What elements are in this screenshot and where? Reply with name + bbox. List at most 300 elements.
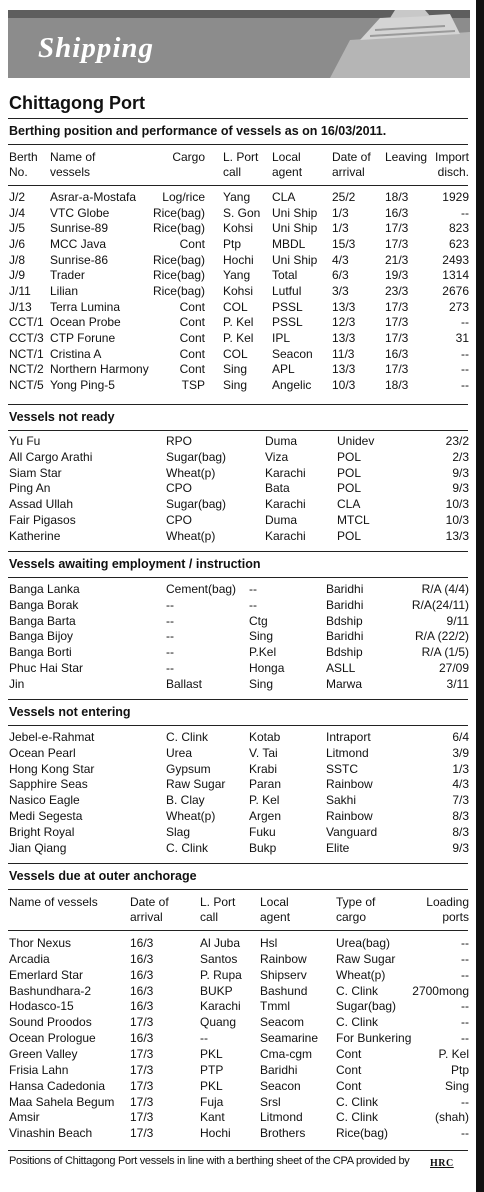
table-cell: COL xyxy=(223,299,248,314)
table-cell: Vanguard xyxy=(326,824,378,839)
table-cell: Brothers xyxy=(260,1126,306,1141)
table-cell: Yong Ping-5 xyxy=(50,377,115,392)
table-cell: -- xyxy=(166,629,174,644)
column-header: Leaving xyxy=(385,150,428,164)
table-cell: 16/3 xyxy=(130,936,154,950)
table-cell: 9/3 xyxy=(452,465,469,480)
column-header: ports xyxy=(442,910,469,924)
table-cell: Wheat(p) xyxy=(336,967,386,982)
table-cell: Terra Lumina xyxy=(50,299,121,314)
table-cell: Siam Star xyxy=(9,465,62,480)
table-cell: Banga Bijoy xyxy=(9,629,74,644)
table-cell: Cont xyxy=(179,330,205,345)
table-cell: Rainbow xyxy=(326,777,373,792)
table-cell: Sugar(bag) xyxy=(166,497,227,512)
column-header: call xyxy=(223,165,242,179)
table-cell: Wheat(p) xyxy=(166,528,216,543)
rule xyxy=(8,699,468,700)
table-cell: Bdship xyxy=(326,613,363,628)
table-cell: Al Juba xyxy=(200,936,241,950)
table-cell: B. Clay xyxy=(166,793,205,808)
table-cell: Baridhi xyxy=(326,629,364,644)
table-cell: 4/3 xyxy=(332,252,349,267)
table-cell: All Cargo Arathi xyxy=(9,449,93,464)
table-cell: Ptp xyxy=(223,236,242,251)
table-cell: Ctg xyxy=(249,613,268,628)
table-cell: -- xyxy=(461,951,469,966)
table-cell: Santos xyxy=(200,951,238,966)
column-header: Berth xyxy=(9,150,38,164)
table-cell: Rice(bag) xyxy=(152,221,205,236)
table-cell: MBDL xyxy=(272,236,306,251)
table-cell: NCT/2 xyxy=(9,362,44,377)
table-cell: 27/09 xyxy=(438,661,469,675)
table-cell: IPL xyxy=(272,330,291,345)
table-cell: Karachi xyxy=(265,497,306,512)
table-cell: Banga Borak xyxy=(9,597,79,612)
table-cell: Yu Fu xyxy=(9,434,41,448)
table-cell: J/8 xyxy=(9,252,26,267)
column-header: agent xyxy=(272,165,303,179)
table-cell: -- xyxy=(166,661,174,675)
table-cell: CLA xyxy=(337,497,361,512)
table-cell: Hochi xyxy=(223,252,254,267)
table-cell: 23/3 xyxy=(385,283,409,298)
table-cell: POL xyxy=(337,449,362,464)
column-header: vessels xyxy=(50,165,91,179)
footer-note: Positions of Chittagong Port vessels in line with a berthing sheet of the CPA provided by xyxy=(9,1155,410,1167)
table-cell: 17/3 xyxy=(385,330,409,345)
table-cell: 3/11 xyxy=(446,676,469,691)
table-cell: R/A (4/4) xyxy=(421,582,469,596)
table-cell: C. Clink xyxy=(336,1110,379,1125)
table-cell: S. Gon xyxy=(223,205,261,220)
table-cell: Karachi xyxy=(200,999,241,1014)
table-cell: 17/3 xyxy=(385,236,409,251)
table-cell: NCT/1 xyxy=(9,346,44,361)
table-cell: Uni Ship xyxy=(272,205,318,220)
column-header: arrival xyxy=(332,165,365,179)
table-cell: Cont xyxy=(179,299,205,314)
table-cell: 17/3 xyxy=(385,315,409,330)
table-cell: Quang xyxy=(200,1015,237,1030)
column-header: Name of xyxy=(50,150,96,164)
table-cell: Cma-cgm xyxy=(260,1046,313,1061)
table-cell: CPO xyxy=(166,513,193,527)
table-cell: Cont xyxy=(179,315,205,330)
table-cell: -- xyxy=(166,645,174,660)
table-cell: -- xyxy=(461,1031,469,1046)
table-cell: Amsir xyxy=(9,1110,40,1125)
table-cell: Gypsum xyxy=(166,761,211,776)
table-cell: POL xyxy=(337,465,362,480)
table-cell: MCC Java xyxy=(50,236,107,251)
table-cell: Kohsi xyxy=(223,221,254,236)
table-cell: Fair Pigasos xyxy=(9,513,76,527)
column-header: No. xyxy=(9,165,28,179)
table-cell: C. Clink xyxy=(166,840,209,855)
table-cell: SSTC xyxy=(326,761,359,776)
table-cell: Ocean Prologue xyxy=(9,1031,96,1046)
table-cell: Litmond xyxy=(326,745,369,760)
rule xyxy=(8,863,468,864)
table-cell: Fuku xyxy=(249,824,276,839)
table-cell: 13/3 xyxy=(332,330,356,345)
table-cell: P. Rupa xyxy=(200,967,242,982)
table-cell: Trader xyxy=(50,268,85,283)
table-cell: Rice(bag) xyxy=(152,252,205,267)
table-cell: 1929 xyxy=(442,190,469,204)
table-cell: -- xyxy=(166,613,174,628)
table-cell: -- xyxy=(461,967,469,982)
table-cell: 2700mong xyxy=(412,983,469,998)
berthing-title: Berthing position and performance of vessels as on 16/03/2011. xyxy=(9,124,387,138)
table-cell: Shipserv xyxy=(260,967,307,982)
table-cell: 3/9 xyxy=(452,745,469,760)
column-header: agent xyxy=(260,910,291,924)
table-cell: Frisia Lahn xyxy=(9,1062,69,1077)
table-cell: Total xyxy=(272,268,298,283)
table-cell: 10/3 xyxy=(332,377,356,392)
table-cell: ASLL xyxy=(326,661,356,675)
table-cell: Intraport xyxy=(326,730,371,744)
table-cell: COL xyxy=(223,346,248,361)
table-cell: Lutful xyxy=(272,283,302,298)
table-cell: Emerlard Star xyxy=(9,967,84,982)
table-cell: Seacon xyxy=(260,1078,301,1093)
table-cell: CLA xyxy=(272,190,296,204)
table-cell: APL xyxy=(272,362,295,377)
table-cell: Karachi xyxy=(265,528,306,543)
table-cell: Kant xyxy=(200,1110,225,1125)
table-cell: Vinashin Beach xyxy=(9,1126,93,1141)
column-header: L. Port xyxy=(200,895,236,909)
column-header: L. Port xyxy=(223,150,259,164)
table-cell: 2493 xyxy=(442,252,469,267)
table-cell: TSP xyxy=(181,377,205,392)
table-cell: 16/3 xyxy=(385,346,409,361)
table-cell: Ping An xyxy=(9,481,51,496)
table-cell: Duma xyxy=(265,513,298,527)
table-cell: Sunrise-89 xyxy=(50,221,109,236)
table-cell: 23/2 xyxy=(445,434,469,448)
table-cell: Cont xyxy=(179,346,205,361)
not_entering-title: Vessels not entering xyxy=(9,705,131,719)
table-cell: Sound Proodos xyxy=(9,1015,92,1030)
table-cell: Slag xyxy=(166,824,191,839)
table-cell: Bukp xyxy=(249,840,277,855)
table-cell: Paran xyxy=(249,777,282,792)
table-cell: Seamarine xyxy=(260,1031,319,1046)
column-header: Type of xyxy=(336,895,376,909)
table-cell: Hong Kong Star xyxy=(9,761,95,776)
column-header: call xyxy=(200,910,219,924)
table-cell: Baridhi xyxy=(260,1062,298,1077)
table-cell: 1/3 xyxy=(332,221,349,236)
table-cell: 19/3 xyxy=(385,268,409,283)
table-cell: 16/3 xyxy=(130,951,154,966)
table-cell: -- xyxy=(200,1031,208,1046)
table-cell: Bata xyxy=(265,481,290,496)
table-cell: CCT/1 xyxy=(9,315,44,330)
table-cell: J/6 xyxy=(9,236,26,251)
table-cell: 9/3 xyxy=(452,840,469,855)
column-header: cargo xyxy=(336,910,367,924)
table-cell: Jian Qiang xyxy=(9,840,67,855)
table-cell: Uni Ship xyxy=(272,221,318,236)
table-cell: Raw Sugar xyxy=(166,777,226,792)
table-cell: J/11 xyxy=(9,283,31,298)
table-cell: -- xyxy=(461,377,469,392)
table-cell: R/A (1/5) xyxy=(421,645,469,660)
table-cell: Cont xyxy=(179,236,205,251)
table-cell: Arcadia xyxy=(9,951,50,966)
table-cell: 4/3 xyxy=(452,777,469,792)
table-cell: Banga Borti xyxy=(9,645,72,660)
table-cell: Banga Lanka xyxy=(9,582,80,596)
table-cell: Sapphire Seas xyxy=(9,777,88,792)
table-cell: -- xyxy=(249,597,257,612)
table-cell: J/13 xyxy=(9,299,32,314)
column-header: disch. xyxy=(437,165,469,179)
table-cell: 8/3 xyxy=(452,809,469,823)
table-cell: For Bunkering xyxy=(336,1031,412,1046)
table-cell: POL xyxy=(337,528,362,543)
table-cell: Thor Nexus xyxy=(9,936,72,950)
table-cell: Jin xyxy=(9,676,25,691)
table-cell: BUKP xyxy=(200,983,233,998)
table-cell: 16/3 xyxy=(130,983,154,998)
table-cell: Banga Barta xyxy=(9,613,76,628)
table-cell: Yang xyxy=(223,190,251,204)
table-cell: 16/3 xyxy=(385,205,409,220)
table-cell: Rice(bag) xyxy=(152,205,205,220)
table-cell: 12/3 xyxy=(332,315,356,330)
table-cell: 6/3 xyxy=(332,268,349,283)
rule xyxy=(8,577,468,578)
table-cell: Kohsi xyxy=(223,283,254,298)
table-cell: Tmml xyxy=(260,999,290,1014)
table-cell: Seacon xyxy=(272,346,313,361)
table-cell: 25/2 xyxy=(332,190,356,204)
table-cell: Raw Sugar xyxy=(336,951,396,966)
column-header: Loading xyxy=(426,895,469,909)
table-cell: CCT/3 xyxy=(9,330,44,345)
section-title: Shipping xyxy=(38,32,154,64)
table-cell: 17/3 xyxy=(385,362,409,377)
table-cell: Baridhi xyxy=(326,597,364,612)
table-cell: J/9 xyxy=(9,268,26,283)
table-cell: 2676 xyxy=(442,283,469,298)
table-cell: P.Kel xyxy=(249,645,277,660)
table-cell: Wheat(p) xyxy=(166,809,216,823)
table-cell: 823 xyxy=(448,221,469,236)
table-cell: 17/3 xyxy=(130,1046,154,1061)
table-cell: Maa Sahela Begum xyxy=(9,1094,115,1109)
table-cell: Cont xyxy=(336,1062,362,1077)
table-cell: -- xyxy=(461,936,469,950)
table-cell: Sing xyxy=(249,629,274,644)
rule xyxy=(8,889,468,890)
outer-title: Vessels due at outer anchorage xyxy=(9,869,197,883)
table-cell: 623 xyxy=(448,236,469,251)
table-cell: 9/11 xyxy=(446,613,469,628)
table-cell: -- xyxy=(461,1094,469,1109)
table-cell: Srsl xyxy=(260,1094,281,1109)
port-title: Chittagong Port xyxy=(9,93,145,113)
table-cell: Marwa xyxy=(326,676,363,691)
table-cell: Fuja xyxy=(200,1094,224,1109)
table-cell: Hsl xyxy=(260,936,278,950)
table-cell: (shah) xyxy=(434,1110,469,1125)
table-cell: C. Clink xyxy=(166,730,209,744)
table-cell: CTP Forune xyxy=(50,330,116,345)
table-cell: Rice(bag) xyxy=(336,1126,389,1141)
table-cell: Rainbow xyxy=(326,809,373,823)
table-cell: Kotab xyxy=(249,730,281,744)
table-cell: Rice(bag) xyxy=(152,268,205,283)
table-cell: -- xyxy=(461,346,469,361)
table-cell: Honga xyxy=(249,661,285,675)
column-header: Date of xyxy=(332,150,371,164)
column-header: Local xyxy=(260,895,289,909)
table-cell: 18/3 xyxy=(385,190,409,204)
table-cell: Viza xyxy=(265,449,289,464)
table-cell: PKL xyxy=(200,1046,223,1061)
table-cell: Uni Ship xyxy=(272,252,318,267)
table-cell: Asrar-a-Mostafa xyxy=(50,190,137,204)
table-cell: Unidev xyxy=(337,434,375,448)
table-cell: Lilian xyxy=(50,283,79,298)
table-cell: Seacom xyxy=(260,1015,305,1030)
table-cell: 13/3 xyxy=(332,299,356,314)
table-cell: J/2 xyxy=(9,190,26,204)
table-cell: 16/3 xyxy=(130,1031,154,1046)
table-cell: Jebel-e-Rahmat xyxy=(9,730,95,744)
table-cell: Ballast xyxy=(166,676,203,691)
column-header: arrival xyxy=(130,910,163,924)
column-header: Import xyxy=(434,150,469,164)
column-header: Name of vessels xyxy=(9,895,98,909)
table-cell: Cristina A xyxy=(50,346,102,361)
table-cell: Hochi xyxy=(200,1126,231,1141)
table-cell: -- xyxy=(461,362,469,377)
table-cell: Bdship xyxy=(326,645,363,660)
table-cell: Cement(bag) xyxy=(166,582,237,596)
table-cell: Litmond xyxy=(260,1110,303,1125)
column-header: Local xyxy=(272,150,301,164)
table-cell: 6/4 xyxy=(452,730,469,744)
table-cell: Cont xyxy=(179,362,205,377)
awaiting-title: Vessels awaiting employment / instruction xyxy=(9,557,261,571)
table-cell: Cont xyxy=(336,1078,362,1093)
table-cell: Argen xyxy=(249,809,282,823)
table-cell: 17/3 xyxy=(130,1078,154,1093)
table-cell: Sakhi xyxy=(326,793,357,808)
table-cell: V. Tai xyxy=(249,745,278,760)
table-cell: 16/3 xyxy=(130,999,154,1014)
table-cell: Log/rice xyxy=(162,190,205,204)
table-cell: 16/3 xyxy=(130,967,154,982)
table-cell: 15/3 xyxy=(332,236,356,251)
table-cell: 1/3 xyxy=(332,205,349,220)
table-cell: NCT/5 xyxy=(9,377,44,392)
table-cell: PKL xyxy=(200,1078,223,1093)
table-cell: Hodasco-15 xyxy=(9,999,74,1014)
table-cell: 17/3 xyxy=(385,221,409,236)
table-cell: -- xyxy=(461,1126,469,1141)
rule-top xyxy=(8,118,468,119)
table-cell: Duma xyxy=(265,434,298,448)
table-cell: 9/3 xyxy=(452,481,469,496)
table-cell: P. Kel xyxy=(249,793,280,808)
table-cell: 273 xyxy=(448,299,469,314)
table-cell: P. Kel xyxy=(223,330,254,345)
table-cell: P. Kel xyxy=(438,1046,469,1061)
table-cell: Bright Royal xyxy=(9,824,75,839)
table-cell: J/5 xyxy=(9,221,26,236)
table-cell: 10/3 xyxy=(445,497,469,512)
table-cell: Wheat(p) xyxy=(166,465,216,480)
table-cell: RPO xyxy=(166,434,193,448)
table-cell: 17/3 xyxy=(130,1094,154,1109)
table-cell: Baridhi xyxy=(326,582,364,596)
table-cell: C. Clink xyxy=(336,983,379,998)
table-cell: Sing xyxy=(444,1078,469,1093)
rule xyxy=(8,185,468,186)
table-cell: 3/3 xyxy=(332,283,349,298)
table-cell: Urea xyxy=(166,745,193,760)
table-cell: Ocean Probe xyxy=(50,315,121,330)
table-cell: Sugar(bag) xyxy=(166,449,227,464)
table-cell: Sing xyxy=(249,676,274,691)
table-cell: 11/3 xyxy=(332,346,355,361)
column-header: Cargo xyxy=(172,150,205,164)
table-cell: -- xyxy=(166,597,174,612)
table-cell: R/A (22/2) xyxy=(414,629,469,644)
table-cell: Cont xyxy=(336,1046,362,1061)
table-cell: Bashund xyxy=(260,983,308,998)
table-cell: Karachi xyxy=(265,465,306,480)
table-cell: Katherine xyxy=(9,528,61,543)
table-cell: PSSL xyxy=(272,315,303,330)
table-cell: 17/3 xyxy=(130,1062,154,1077)
table-cell: 13/3 xyxy=(332,362,356,377)
table-cell: Elite xyxy=(326,840,350,855)
column-header: Date of xyxy=(130,895,169,909)
table-cell: -- xyxy=(461,205,469,220)
table-cell: 31 xyxy=(455,330,469,345)
table-cell: Northern Harmony xyxy=(50,362,149,377)
table-cell: 17/3 xyxy=(130,1015,154,1030)
table-cell: 1/3 xyxy=(452,761,469,776)
table-cell: 17/3 xyxy=(130,1126,154,1141)
table-cell: 17/3 xyxy=(130,1110,154,1125)
table-cell: 17/3 xyxy=(385,299,409,314)
table-cell: Sunrise-86 xyxy=(50,252,109,267)
table-cell: POL xyxy=(337,481,362,496)
table-cell: PSSL xyxy=(272,299,303,314)
table-cell: 18/3 xyxy=(385,377,409,392)
rule xyxy=(8,551,468,552)
rule xyxy=(8,725,468,726)
table-cell: 7/3 xyxy=(452,793,469,808)
table-cell: -- xyxy=(461,315,469,330)
table-cell: Medi Segesta xyxy=(9,809,83,823)
table-cell: C. Clink xyxy=(336,1015,379,1030)
table-cell: Angelic xyxy=(272,377,312,392)
rule xyxy=(8,930,468,931)
